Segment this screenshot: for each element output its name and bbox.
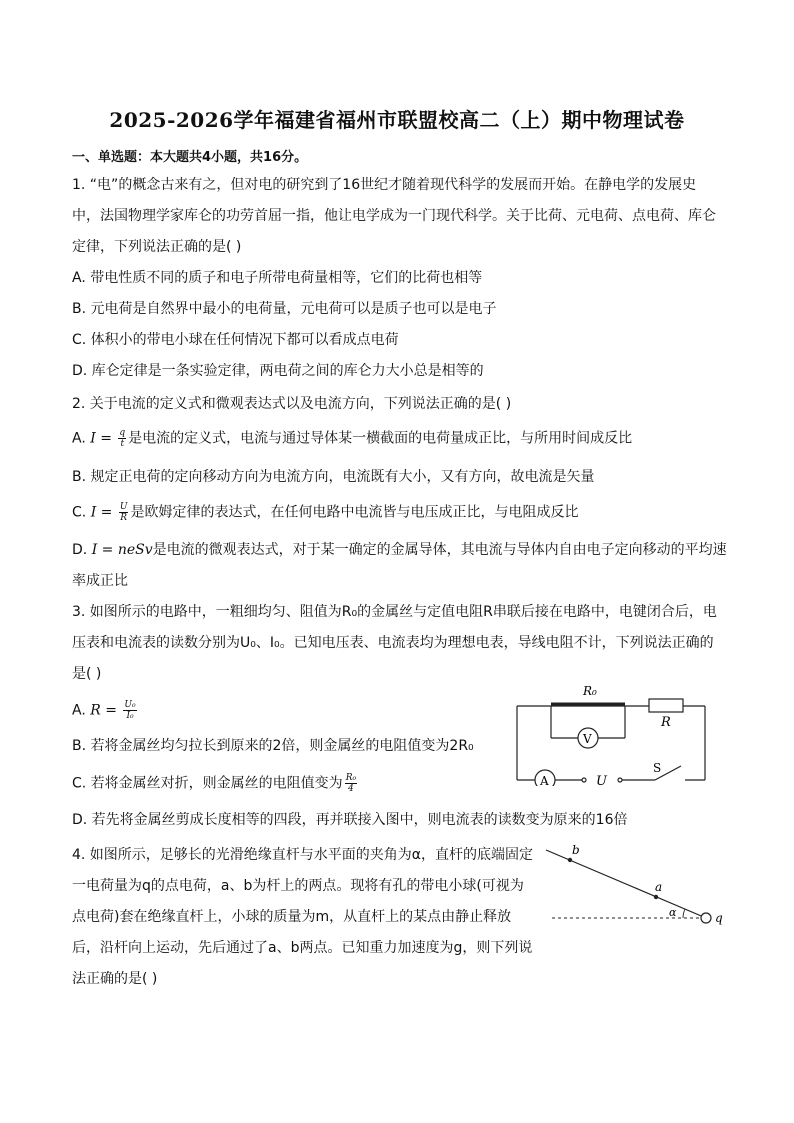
label-s: S	[653, 761, 662, 775]
q4-stem-line: 法正确的是( )	[72, 971, 158, 987]
q1-stem-line: 1. “电”的概念古来有之，但对电的研究到了16世纪才随着现代科学的发展而开始。在静电学的发展史	[72, 177, 697, 193]
q3-stem-line: 是( )	[72, 666, 102, 682]
point-a	[654, 895, 658, 899]
q1-option-b: B. 元电荷是自然界中最小的电荷量，元电荷可以是质子也可以是电子	[72, 301, 497, 317]
q3-option-d: D. 若先将金属丝剪成长度相等的四段，再并联接入图中，则电流表的读数变为原来的16倍	[72, 812, 628, 828]
terminal-right	[618, 778, 622, 782]
q3-option-b: B. 若将金属丝均匀拉长到原来的2倍，则金属丝的电阻值变为2R₀	[72, 738, 474, 754]
q3-a-den: I₀	[126, 711, 134, 721]
q1-stem-line: 定律，下列说法正确的是( )	[72, 239, 242, 255]
q4-stem-line: 一电荷量为q的点电荷，a、b为杆上的两点。现将有孔的带电小球(可视为	[72, 878, 524, 894]
q2-option-a-text: 是电流的定义式，电流与通过导体某一横截面的电荷量成正比，与所用时间成反比	[128, 430, 633, 447]
q3-c-fraction	[345, 773, 357, 794]
q3-a-lhs: R	[90, 702, 101, 719]
q2-a-num: q	[119, 428, 126, 438]
circuit-diagram	[505, 682, 715, 786]
q3-option-c	[72, 773, 359, 794]
q3-option-a: A. R = $\frac{\text{U₀}}{\text{I₀}}$	[72, 700, 136, 721]
q2-c-lhs: I	[90, 504, 97, 521]
q4-stem-line: 点电荷)套在绝缘直杆上，小球的质量为m，从直杆上的某点由静止释放	[72, 909, 512, 925]
question-3-stem	[72, 597, 722, 690]
q2-a-den: t	[120, 439, 125, 449]
q2-c-den: R	[120, 513, 128, 523]
q3-option-c-text: C. 若将金属丝对折，则金属丝的电阻值变为	[72, 775, 343, 792]
point-b	[568, 858, 572, 862]
q1-option-a: A. 带电性质不同的质子和电子所带电荷量相等，它们的比荷也相等	[72, 270, 483, 286]
label-v: V	[583, 732, 592, 746]
q2-option-b: B. 规定正电荷的定向移动方向为电流方向，电流既有大小，又有方向，故电流是矢量	[72, 469, 595, 485]
label-alpha: α	[669, 906, 677, 919]
label-a: a	[655, 880, 663, 894]
q2-option-d-cont: 率成正比	[72, 573, 128, 589]
label-a: A	[540, 774, 549, 786]
angle-arc	[683, 909, 685, 918]
q2-option-a-prefix: A.	[72, 430, 91, 447]
q3-c-den: 4	[348, 784, 354, 794]
q4-stem-line: 4. 如图所示，足够长的光滑绝缘直杆与水平面的夹角为α，直杆的底端固定	[72, 847, 534, 863]
q3-a-fraction	[123, 700, 136, 721]
resistor-r	[649, 699, 683, 712]
label-r0: R₀	[583, 684, 597, 698]
q2-option-d-prefix: D.	[72, 542, 92, 558]
section-heading: 一、单选题：本大题共4小题，共16分。	[72, 150, 308, 165]
q2-option-c-prefix: C.	[72, 504, 91, 521]
q2-d-formula: I = neSv	[91, 542, 153, 558]
q2-option-c: C. I = $\frac{U}{R}$ 是欧姆定律的表达式，在任何电路中电流皆与电压成正比，与电阻成反比	[72, 502, 579, 523]
label-r: R	[661, 715, 671, 730]
q4-stem-line: 后，沿杆向上运动，先后通过了a、b两点。已知重力加速度为g，则下列说	[72, 940, 533, 956]
label-q: q	[715, 911, 723, 925]
q3-stem-line: 3. 如图所示的电路中，一粗细均匀、阻值为R₀的金属丝与定值电阻R串联后接在电路中，电键闭合后，电	[72, 604, 717, 620]
q3-stem-line: 压表和电流表的读数分别为U₀、I₀。已知电压表、电流表均为理想电表，导线电阻不计，下列说法正确的	[72, 635, 714, 651]
question-2-stem: 2. 关于电流的定义式和微观表达式以及电流方向，下列说法正确的是( )	[72, 396, 512, 412]
q1-stem-line: 中，法国物理学家库仑的功劳首屈一指，他让电学成为一门现代科学。关于比荷、元电荷、点电荷、库仑	[72, 208, 716, 224]
exam-title: 2025-2026学年福建省福州市联盟校高二（上）期中物理试卷	[109, 108, 685, 132]
q2-c-num: U	[119, 502, 128, 512]
q1-option-c: C. 体积小的带电小球在任何情况下都可以看成点电荷	[72, 332, 399, 348]
q2-a-fraction	[118, 428, 126, 449]
incline-rod-figure	[540, 840, 730, 930]
q2-a-lhs: I	[90, 430, 96, 447]
q2-option-c-text: 是欧姆定律的表达式，在任何电路中电流皆与电压成正比，与电阻成反比	[130, 504, 579, 521]
q3-a-num: U₀	[124, 700, 136, 710]
point-charge-q	[701, 913, 711, 923]
label-u: U	[596, 774, 607, 786]
label-b: b	[572, 843, 580, 857]
q1-option-d: D. 库仑定律是一条实验定律，两电荷之间的库仑力大小总是相等的	[72, 363, 484, 379]
terminal-left	[582, 778, 586, 782]
q2-option-d-text: 是电流的微观表达式，对于某一确定的金属导体，其电流与导体内自由电子定向移动的平均速	[152, 542, 727, 558]
q2-option-a: A. I = $\frac{q}{t}$ 是电流的定义式，电流与通过导体某一横截面的电荷量成正比，与所用时间成反比	[72, 428, 633, 449]
q3-option-a-prefix: A.	[72, 702, 91, 719]
question-1-stem	[72, 170, 722, 263]
question-4-stem	[72, 840, 542, 995]
q2-option-d	[72, 540, 727, 560]
q2-c-fraction	[119, 502, 129, 523]
q3-c-num: R₀	[345, 773, 357, 783]
